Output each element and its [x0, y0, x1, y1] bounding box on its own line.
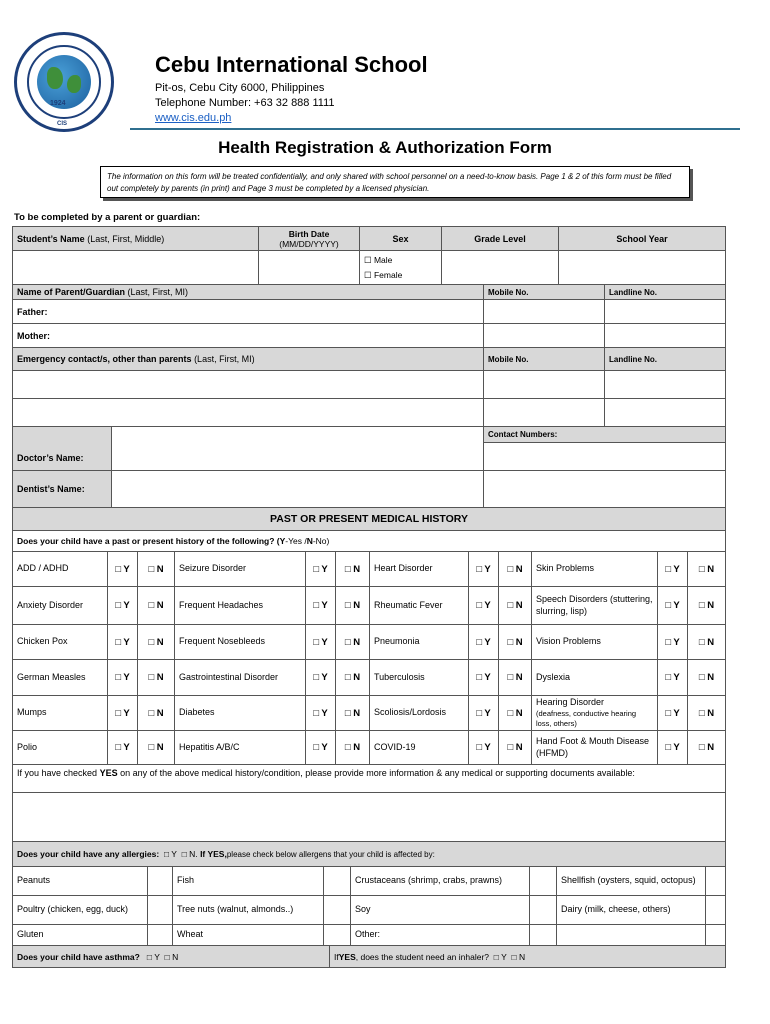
condition-label: [531, 659, 658, 696]
doctor-name-field[interactable]: [111, 426, 484, 471]
no-checkbox[interactable]: □ N: [335, 730, 370, 765]
no-checkbox[interactable]: □ N: [335, 695, 370, 731]
condition-label-text: Anxiety Disorder: [17, 599, 84, 610]
allergen-label: Dairy (milk, cheese, others): [556, 895, 706, 925]
inhaler-row: [329, 945, 726, 968]
asthma-no-checkbox[interactable]: □ N: [164, 951, 179, 962]
allergen-checkbox[interactable]: [147, 924, 173, 946]
allergen-label: Crustaceans (shrimp, crabs, prawns): [350, 866, 530, 896]
school-website-link[interactable]: www.cis.edu.ph: [155, 112, 232, 124]
yes-checkbox[interactable]: □ Y: [468, 624, 499, 660]
no-checkbox[interactable]: □ N: [498, 551, 532, 587]
followup-details-field[interactable]: [12, 792, 726, 842]
birth-date-hint: (MM/DD/YYYY): [279, 238, 339, 249]
condition-label: [12, 695, 108, 731]
inhaler-yes-word: YES: [338, 951, 356, 962]
yes-checkbox[interactable]: □ Y: [305, 586, 336, 625]
condition-label-text: Pneumonia: [374, 636, 420, 647]
allergen-checkbox[interactable]: [323, 924, 351, 946]
condition-label-text: Gastrointestinal Disorder: [179, 671, 279, 682]
no-checkbox[interactable]: □ N: [137, 695, 175, 731]
no-checkbox[interactable]: □ N: [687, 730, 726, 765]
no-checkbox[interactable]: □ N: [498, 695, 532, 731]
allergen-label: Peanuts: [12, 866, 148, 896]
emergency-mobile-1-field[interactable]: [483, 370, 605, 399]
form-title: Health Registration & Authorization Form: [218, 138, 552, 157]
yes-checkbox[interactable]: □ Y: [107, 659, 138, 696]
yes-key-text: -Yes /: [285, 536, 307, 546]
inhaler-no-checkbox[interactable]: □ N: [511, 951, 526, 962]
condition-label: [174, 695, 306, 731]
condition-label: [531, 730, 658, 765]
female-checkbox[interactable]: ☐ Female: [364, 269, 403, 280]
confidentiality-notice: The information on this form will be treated confidentially, and only shared with school personnel on a need-to-know basis. Page 1 & 2 of this form must be filled out completely by parents (in print) and Page 3 must be completed by a licensed physician.: [100, 166, 690, 198]
allergies-if-yes: If YES,: [200, 849, 227, 859]
student-name-field[interactable]: [12, 250, 259, 285]
inhaler-text-b: , does the student need an inhaler?: [355, 951, 490, 962]
condition-label: [531, 624, 658, 660]
no-checkbox[interactable]: □ N: [498, 659, 532, 696]
section-instruction: To be completed by a parent or guardian:: [14, 212, 201, 223]
school-telephone: Telephone Number: +63 32 888 1111: [155, 97, 335, 109]
land-shape: [47, 67, 63, 89]
doctor-label: Doctor’s Name:: [17, 452, 84, 463]
no-checkbox[interactable]: □ N: [687, 586, 726, 625]
condition-label-text: Scoliosis/Lordosis: [374, 707, 447, 718]
yes-checkbox[interactable]: □ Y: [657, 551, 688, 587]
school-name: Cebu International School: [155, 52, 428, 77]
parent-hint: (Last, First, MI): [127, 287, 189, 297]
condition-label-text: Seizure Disorder: [179, 563, 247, 574]
allergen-label: Fish: [172, 866, 324, 896]
question-text: Does your child have a past or present history of the following? (: [17, 536, 280, 546]
condition-label: [369, 624, 469, 660]
doctor-label-cell: [12, 426, 112, 471]
yes-checkbox[interactable]: □ Y: [657, 695, 688, 731]
condition-label-text: German Measles: [17, 671, 86, 682]
condition-label-text: Skin Problems: [536, 563, 595, 574]
followup-text-a: If you have checked: [17, 768, 100, 778]
emergency-landline-1-field[interactable]: [604, 370, 726, 399]
condition-label: [369, 586, 469, 625]
father-landline-field[interactable]: [604, 299, 726, 324]
allergen-label: Other:: [350, 924, 530, 946]
condition-label: [531, 586, 658, 625]
followup-instruction: [12, 764, 726, 793]
allergen-label: Gluten: [12, 924, 148, 946]
yes-checkbox[interactable]: □ Y: [107, 624, 138, 660]
emergency-header: [12, 347, 484, 371]
condition-label-text: Mumps: [17, 707, 47, 718]
no-checkbox[interactable]: □ N: [137, 730, 175, 765]
sex-header: Sex: [359, 226, 442, 251]
condition-label: [174, 586, 306, 625]
grade-level-header: Grade Level: [441, 226, 559, 251]
contact-numbers-header: Contact Numbers:: [483, 426, 726, 443]
land-shape: [67, 75, 81, 93]
emergency-contact-1-field[interactable]: [12, 370, 484, 399]
yes-key: Y: [279, 536, 286, 546]
condition-label: [174, 730, 306, 765]
mother-field[interactable]: Mother:: [12, 323, 484, 348]
allergen-label: Wheat: [172, 924, 324, 946]
allergen-checkbox[interactable]: [705, 866, 726, 896]
allergies-yes-checkbox[interactable]: □ Y: [163, 849, 177, 859]
allergen-checkbox[interactable]: [529, 866, 557, 896]
birth-date-field[interactable]: [258, 250, 360, 285]
yes-checkbox[interactable]: □ Y: [305, 624, 336, 660]
allergen-checkbox[interactable]: [705, 895, 726, 925]
logo-year: 1924: [50, 100, 66, 107]
condition-label-text: Heart Disorder: [374, 563, 433, 574]
no-checkbox[interactable]: □ N: [335, 624, 370, 660]
condition-label: [12, 551, 108, 587]
birth-date-header: [258, 226, 360, 251]
father-mobile-field[interactable]: [483, 299, 605, 324]
grade-level-field[interactable]: [441, 250, 559, 285]
allergen-checkbox[interactable]: [529, 895, 557, 925]
parent-mobile-header: Mobile No.: [483, 284, 605, 300]
sex-field: [359, 250, 442, 285]
allergies-no-checkbox[interactable]: □ N.: [181, 849, 198, 859]
male-checkbox[interactable]: ☐ Male: [364, 254, 393, 265]
allergies-question-row: [12, 841, 726, 867]
medical-history-question: [12, 530, 726, 552]
dentist-contact-field[interactable]: [483, 470, 726, 508]
condition-label-text: COVID-19: [374, 741, 416, 752]
mother-mobile-field[interactable]: [483, 323, 605, 348]
no-checkbox[interactable]: □ N: [498, 730, 532, 765]
allergies-if-yes-text: please check below allergens that your child is affected by:: [226, 849, 435, 859]
condition-label-text: Diabetes: [179, 707, 215, 718]
condition-label-text: Dyslexia: [536, 671, 571, 682]
parent-header: [12, 284, 484, 300]
no-checkbox[interactable]: □ N: [687, 624, 726, 660]
mother-landline-field[interactable]: [604, 323, 726, 348]
condition-label: [174, 659, 306, 696]
yes-checkbox[interactable]: □ Y: [468, 730, 499, 765]
logo-cis: CIS: [57, 121, 68, 127]
inhaler-text-a: If: [334, 951, 339, 962]
no-checkbox[interactable]: □ N: [687, 551, 726, 587]
hearing-disorder-hint: (deafness, conductive hearing loss, others): [536, 709, 637, 728]
allergen-checkbox[interactable]: [147, 866, 173, 896]
condition-label: [12, 586, 108, 625]
allergen-checkbox[interactable]: [705, 924, 726, 946]
parent-label: Name of Parent/Guardian: [17, 287, 126, 297]
condition-label-text: Tuberculosis: [374, 671, 425, 682]
condition-label-text: Hepatitis A/B/C: [179, 741, 240, 752]
asthma-yes-checkbox[interactable]: □ Y: [146, 951, 160, 962]
no-checkbox[interactable]: □ N: [137, 551, 175, 587]
allergen-checkbox[interactable]: [323, 866, 351, 896]
no-checkbox[interactable]: □ N: [498, 586, 532, 625]
yes-checkbox[interactable]: □ Y: [107, 551, 138, 587]
parent-landline-header: Landline No.: [604, 284, 726, 300]
dentist-label: Dentist’s Name:: [12, 470, 112, 508]
father-field[interactable]: Father:: [12, 299, 484, 324]
asthma-question: Does your child have asthma?: [17, 951, 140, 962]
school-year-field[interactable]: [558, 250, 726, 285]
followup-text-b: on any of the above medical history/condition, please provide more information & any medical or supporting documents available:: [117, 768, 635, 778]
yes-checkbox[interactable]: □ Y: [305, 551, 336, 587]
condition-label: [174, 624, 306, 660]
page-header: [0, 0, 770, 130]
yes-checkbox[interactable]: □ Y: [657, 586, 688, 625]
yes-checkbox[interactable]: □ Y: [107, 730, 138, 765]
allergen-label: Poultry (chicken, egg, duck): [12, 895, 148, 925]
medical-history-title: PAST OR PRESENT MEDICAL HISTORY: [12, 507, 726, 531]
condition-label-text: Frequent Headaches: [179, 599, 264, 610]
condition-label: [174, 551, 306, 587]
no-key: N: [306, 536, 313, 546]
condition-label-text: Vision Problems: [536, 636, 601, 647]
header-divider: [130, 128, 740, 130]
emergency-landline-header: Landline No.: [604, 347, 726, 371]
asthma-row: [12, 945, 330, 968]
yes-checkbox[interactable]: □ Y: [305, 659, 336, 696]
emergency-hint: (Last, First, MI): [194, 354, 255, 364]
no-checkbox[interactable]: □ N: [137, 659, 175, 696]
allergen-checkbox[interactable]: [529, 924, 557, 946]
yes-checkbox[interactable]: □ Y: [468, 695, 499, 731]
emergency-label: Emergency contact/s, other than parents: [17, 354, 192, 364]
school-year-header: School Year: [558, 226, 726, 251]
condition-label: [369, 551, 469, 587]
emergency-mobile-2-field[interactable]: [483, 398, 605, 427]
yes-checkbox[interactable]: □ Y: [305, 730, 336, 765]
no-checkbox[interactable]: □ N: [687, 695, 726, 731]
school-logo: [14, 32, 114, 132]
condition-label: [12, 624, 108, 660]
condition-label: [531, 695, 658, 731]
yes-checkbox[interactable]: □ Y: [468, 659, 499, 696]
no-checkbox[interactable]: □ N: [498, 624, 532, 660]
condition-label: [369, 659, 469, 696]
condition-label-text: Rheumatic Fever: [374, 599, 443, 610]
yes-checkbox[interactable]: □ Y: [657, 659, 688, 696]
condition-label-text: Hand Foot & Mouth Disease (HFMD): [536, 735, 650, 758]
condition-label: [369, 730, 469, 765]
no-checkbox[interactable]: □ N: [137, 624, 175, 660]
condition-label-text: Speech Disorders (stuttering, slurring, lisp): [536, 593, 653, 616]
allergen-checkbox[interactable]: [323, 895, 351, 925]
no-checkbox[interactable]: □ N: [335, 659, 370, 696]
inhaler-yes-checkbox[interactable]: □ Y: [493, 951, 507, 962]
allergies-question: Does your child have any allergies:: [17, 849, 160, 859]
yes-checkbox[interactable]: □ Y: [657, 730, 688, 765]
yes-checkbox[interactable]: □ Y: [107, 586, 138, 625]
birth-date-label: Birth Date: [288, 228, 330, 239]
condition-label-text: Polio: [17, 741, 38, 752]
emergency-contact-2-field[interactable]: [12, 398, 484, 427]
yes-checkbox[interactable]: □ Y: [657, 624, 688, 660]
no-key-text: -No): [312, 536, 330, 546]
condition-label: [369, 695, 469, 731]
allergen-label: [556, 924, 706, 946]
yes-checkbox[interactable]: □ Y: [468, 586, 499, 625]
no-checkbox[interactable]: □ N: [335, 586, 370, 625]
yes-checkbox[interactable]: □ Y: [107, 695, 138, 731]
student-name-hint: (Last, First, Middle): [87, 233, 165, 244]
yes-checkbox[interactable]: □ Y: [468, 551, 499, 587]
school-address: Pit-os, Cebu City 6000, Philippines: [155, 82, 325, 94]
allergen-label: Shellfish (oysters, squid, octopus): [556, 866, 706, 896]
doctor-contact-field[interactable]: [483, 442, 726, 471]
allergen-checkbox[interactable]: [147, 895, 173, 925]
yes-checkbox[interactable]: □ Y: [305, 695, 336, 731]
condition-label: [12, 659, 108, 696]
condition-label-text: Hearing Disorder: [536, 697, 605, 708]
allergen-label: Soy: [350, 895, 530, 925]
student-name-label: Student’s Name: [17, 233, 85, 244]
condition-label: [12, 730, 108, 765]
no-checkbox[interactable]: □ N: [335, 551, 370, 587]
condition-label: [531, 551, 658, 587]
emergency-landline-2-field[interactable]: [604, 398, 726, 427]
no-checkbox[interactable]: □ N: [687, 659, 726, 696]
condition-label-text: Chicken Pox: [17, 636, 68, 647]
allergen-label: Tree nuts (walnut, almonds..): [172, 895, 324, 925]
student-name-header: [12, 226, 259, 251]
condition-label-text: ADD / ADHD: [17, 563, 69, 574]
condition-label-text: Frequent Nosebleeds: [179, 636, 266, 647]
dentist-name-field[interactable]: [111, 470, 484, 508]
emergency-mobile-header: Mobile No.: [483, 347, 605, 371]
followup-yes: YES: [99, 768, 118, 778]
no-checkbox[interactable]: □ N: [137, 586, 175, 625]
